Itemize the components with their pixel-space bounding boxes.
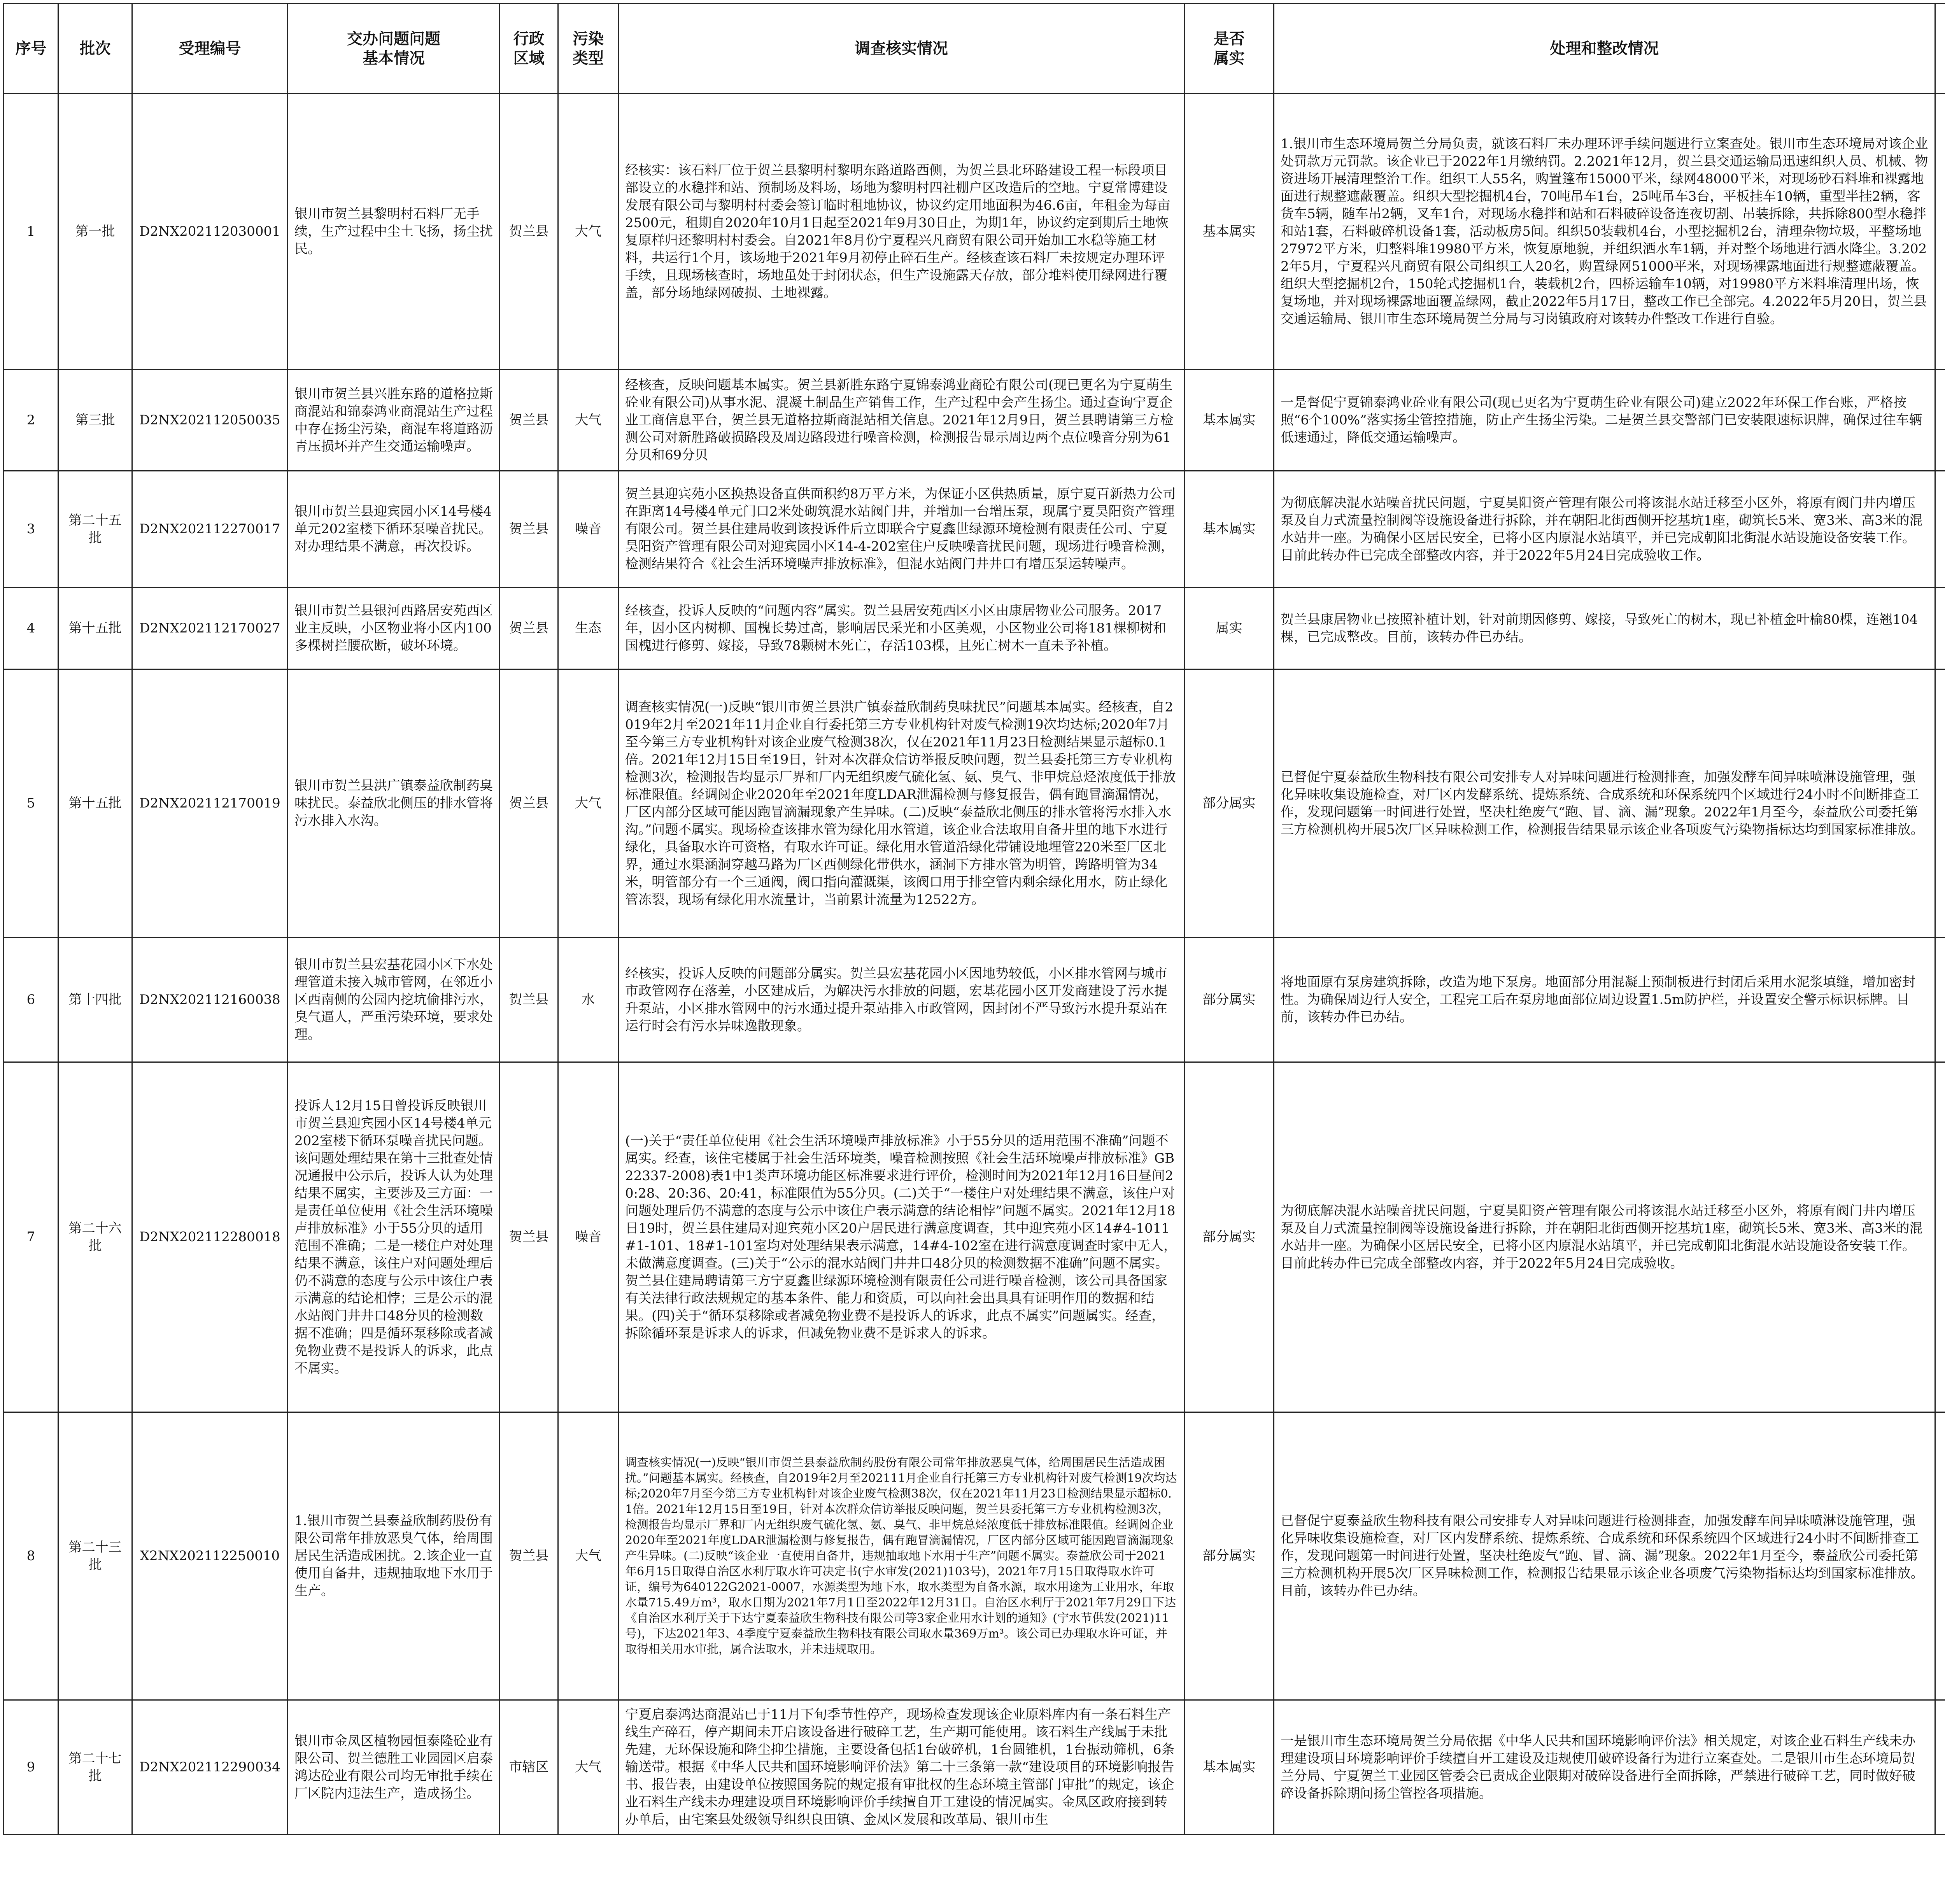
cell-pollution: 生态 <box>558 588 619 669</box>
cell-batch: 第二十三批 <box>58 1412 132 1700</box>
cell-batch: 第二十七批 <box>58 1700 132 1835</box>
header-region: 行政 区域 <box>500 4 558 94</box>
cell-verified: 部分属实 <box>1185 938 1274 1062</box>
cell-investigation: 贺兰县迎宾苑小区换热设备直供面积约8万平方米，为保证小区供热质量，原宁夏百新热力公司在距离14号楼4单元门口2米处砌筑混水站阀门井，并增加一台增压泵，现属宁夏昊阳资产管理有限公司。贺兰县住建局收到该投诉件后立即联合宁夏鑫世绿源环境检测有限责任公司、宁夏昊阳资产管理有限公司对迎宾园小区14-4-202室住户反映噪音扰民问题，现场进行噪音检测，检测结果符合《社会生活环境噪声排放标准》，但混水站阀门井井口有增压泵运转噪声。 <box>619 471 1185 588</box>
cell-done <box>1935 1412 1945 1700</box>
cell-seq: 8 <box>4 1412 58 1700</box>
cell-issue: 1.银川市贺兰县泰益欣制药股份有限公司常年排放恶臭气体，给周围居民生活造成困扰。2.该企业一直使用自备井，违规抽取地下水用于生产。 <box>288 1412 500 1700</box>
cell-issue: 银川市贺兰县宏基花园小区下水处理管道未接入城市管网，在邻近小区西南侧的公园内挖坑偷排污水，臭气逼人，严重污染环境，要求处理。 <box>288 938 500 1062</box>
cell-batch: 第十五批 <box>58 669 132 938</box>
cell-done <box>1935 471 1945 588</box>
table-row <box>4 669 1945 938</box>
table-row <box>4 471 1945 588</box>
cell-investigation: (一)关于“责任单位使用《社会生活环境噪声排放标准》小于55分贝的适用范围不准确”问题不属实。经查，该住宅楼属于社会生活环境类，噪音检测按照《社会生活环境噪声排放标准》GB22337-2008)表1中1类声环境功能区标准要求进行评价，检测时间为2021年12月16日昼间20:28、20:36、20:41，标准限值为55分贝。(二)关于“一楼住户对处理结果不满意，该住户对问题处理后仍不满意的态度与公示中该住户表示满意的结论相悖”问题不属实。2021年12月18日19时，贺兰县住建局对迎宾苑小区20户居民进行满意度调查，其中迎宾苑小区14#4-1011#1-101、18#1-101室均对处理结果表示满意，14#4-102室在进行满意度调查时家中无人，未做满意度调查。(三)关于“公示的混水站阀门井井口48分贝的检测数据不准确”问题不属实。贺兰县住建局聘请第三方宁夏鑫世绿源环境检测有限责任公司进行噪音检测，该公司具备国家有关法律行政法规规定的基本条件、能力和资质，可以向社会出具具有证明作用的数据和结果。(四)关于“循环泵移除或者减免物业费不是投诉人的诉求，此点不属实”问题属实。经查，拆除循环泵是诉求人的诉求，但减免物业费不是诉求人的诉求。 <box>619 1062 1185 1412</box>
header-batch: 批次 <box>58 4 132 94</box>
cell-investigation: 经核实：该石料厂位于贺兰县黎明村黎明东路道路西侧，为贺兰县北环路建设工程一标段项目部设立的水稳拌和站、预制场及料场，场地为黎明村四社棚户区改造后的空地。宁夏常博建设发展有限公司与黎明村村委会签订临时租地协议，协议约定用地面积为46.6亩，年租金为每亩2500元，租期自2020年10月1日起至2021年9月30日止，为期1年，协议约定到期后土地恢复原样归还黎明村村委会。自2021年8月份宁夏程兴凡商贸有限公司开始加工水稳等施工材料，共运行1个月，该场地于2021年9月初停止碎石生产。经核查该石料厂未按规定办理环评手续，且现场核查时，场地虽处于封闭状态，但生产设施露天存放，部分堆料使用绿网进行覆盖，部分场地绿网破损、土地裸露。 <box>619 94 1185 370</box>
header-investigation: 调查核实情况 <box>619 4 1185 94</box>
cell-batch: 第二十五批 <box>58 471 132 588</box>
header-seq: 序号 <box>4 4 58 94</box>
header-issue: 交办问题问题 基本情况 <box>288 4 500 94</box>
cell-verified: 基本属实 <box>1185 370 1274 471</box>
header-row <box>4 4 1945 94</box>
cell-code: D2NX202112290034 <box>132 1700 288 1835</box>
header-done <box>1935 4 1945 94</box>
cell-pollution: 大气 <box>558 1700 619 1835</box>
cell-batch: 第十四批 <box>58 938 132 1062</box>
cell-issue: 银川市贺兰县洪广镇泰益欣制药臭味扰民。泰益欣北侧压的排水管将污水排入水沟。 <box>288 669 500 938</box>
cell-investigation: 经核实，投诉人反映的问题部分属实。贺兰县宏基花园小区因地势较低，小区排水管网与城市市政管网存在落差，小区建成后，为解决污水排放的问题，宏基花园小区开发商建设了污水提升泵站，小区排水管网中的污水通过提升泵站排入市政管网，因封闭不严导致污水提升泵站在运行时会有污水异味逸散现象。 <box>619 938 1185 1062</box>
cell-verified: 部分属实 <box>1185 1062 1274 1412</box>
cell-issue: 银川市贺兰县银河西路居安苑西区业主反映，小区物业将小区内100多棵树拦腰砍断，破坏环境。 <box>288 588 500 669</box>
header-pollution: 污染 类型 <box>558 4 619 94</box>
cell-verified: 基本属实 <box>1185 94 1274 370</box>
cell-code: X2NX202112250010 <box>132 1412 288 1700</box>
cell-issue: 银川市贺兰县迎宾园小区14号楼4单元202室楼下循环泵噪音扰民。对办理结果不满意，再次投诉。 <box>288 471 500 588</box>
complaint-table <box>3 3 1945 1835</box>
table-row <box>4 370 1945 471</box>
cell-region: 市辖区 <box>500 1700 558 1835</box>
cell-pollution: 大气 <box>558 94 619 370</box>
cell-investigation: 宁夏启泰鸿达商混站已于11月下旬季节性停产，现场检查发现该企业原料库内有一条石料生产线生产碎石，停产期间未开启该设备进行破碎工艺，生产期可能使用。该石料生产线属于未批先建，无环保设施和降尘抑尘措施，主要设备包括1台破碎机，1台圆锥机，1台振动筛机，6条输送带。根据《中华人民共和国环境影响评价法》第二十三条第一款“建设项目的环境影响报告书、报告表，由建设单位按照国务院的规定报有审批权的生态环境主管部门审批”的规定，该企业石料生产线未办理建设项目环境影响评价手续擅自开工建设的情况属实。金凤区政府接到转办单后，由宅案县处级领导组织良田镇、金凤区发展和改革局、银川市生 <box>619 1700 1185 1835</box>
cell-investigation: 调查核实情况(一)反映“银川市贺兰县洪广镇泰益欣制药臭味扰民”问题基本属实。经核查，自2019年2月至2021年11月企业自行委托第三方专业机构针对废气检测19次均达标;2020年7月至今第三方专业机构针对该企业废气检测38次，仅在2021年11月23日检测结果显示超标0.1倍。2021年12月15日至19日，针对本次群众信访举报反映问题，贺兰县委托第三方专业机构检测3次，检测报告均显示厂界和厂内无组织废气硫化氢、氨、臭气、非甲烷总烃浓度低于排放标准限值。经调阅企业2020年至2021年度LDAR泄漏检测与修复报告，偶有跑冒滴漏情况，厂区内部分区域可能因跑冒滴漏现象产生异味。(二)反映“泰益欣北侧压的排水管将污水排入水沟。”问题不属实。现场检查该排水管为绿化用水管道，该企业合法取用自备井里的地下水进行绿化，具备取水许可资格，有取水许可证。绿化用水管道沿绿化带铺设地埋管220米至厂区北界，通过水渠涵洞穿越马路为厂区西侧绿化带供水，涵洞下方排水管为明管，跨路明管为34米，明管部分有一个三通阀，阀口指向灌溉渠，该阀口用于排空管内剩余绿化用水，防止绿化管冻裂，现场有绿化用水流量计，当前累计流量为12522方。 <box>619 669 1185 938</box>
cell-done <box>1935 938 1945 1062</box>
cell-handling: 已督促宁夏泰益欣生物科技有限公司安排专人对异味问题进行检测排查，加强发酵车间异味喷淋设施管理，强化异味收集设施检查，对厂区内发酵系统、提炼系统、合成系统和环保系统四个区域进行24小时不间断排查工作，发现问题第一时间进行处置，坚决杜绝废气“跑、冒、滴、漏”现象。2022年1月至今，泰益欣公司委托第三方检测机构开展5次厂区异味检测工作，检测报告结果显示该企业各项废气污染物指标达均到国家标准排放。 <box>1274 669 1935 938</box>
cell-pollution: 噪音 <box>558 471 619 588</box>
cell-seq: 1 <box>4 94 58 370</box>
table-row <box>4 1700 1945 1835</box>
cell-verified: 部分属实 <box>1185 669 1274 938</box>
header-code: 受理编号 <box>132 4 288 94</box>
cell-region: 贺兰县 <box>500 370 558 471</box>
cell-code: D2NX202112170027 <box>132 588 288 669</box>
cell-pollution: 大气 <box>558 1412 619 1700</box>
cell-handling: 已督促宁夏泰益欣生物科技有限公司安排专人对异味问题进行检测排查，加强发酵车间异味喷淋设施管理，强化异味收集设施检查，对厂区内发酵系统、提炼系统、合成系统和环保系统四个区域进行24小时不间断排查工作，发现问题第一时间进行处置，坚决杜绝废气“跑、冒、滴、漏”现象。2022年1月至今，泰益欣公司委托第三方检测机构开展5次厂区异味检测工作，检测报告结果显示该企业各项废气污染物指标达均到国家标准排放。目前，该转办件已办结。 <box>1274 1412 1935 1700</box>
cell-code: D2NX202112170019 <box>132 669 288 938</box>
cell-investigation: 经核查，反映问题基本属实。贺兰县新胜东路宁夏锦泰鸿业商砼有限公司(现已更名为宁夏萌生砼业有限公司)从事水泥、混凝土制品生产销售工作，生产过程中会产生扬尘。通过查询宁夏企业工商信息平台，贺兰县无道格拉斯商混站相关信息。2021年12月9日，贺兰县聘请第三方检测公司对新胜路破损路段及周边路段进行噪音检测，检测报告显示周边两个点位噪音分别为61分贝和69分贝 <box>619 370 1185 471</box>
cell-pollution: 大气 <box>558 370 619 471</box>
cell-pollution: 水 <box>558 938 619 1062</box>
cell-issue: 投诉人12月15日曾投诉反映银川市贺兰县迎宾园小区14号楼4单元202室楼下循环泵噪音扰民问题。该问题处理结果在第十三批查处情况通报中公示后，投诉人认为处理结果不属实，主要涉及三方面：一是责任单位使用《社会生活环境噪声排放标准》小于55分贝的适用范围不准确；二是一楼住户对处理结果不满意，该住户对问题处理后仍不满意的态度与公示中该住户表示满意的结论相悖；三是公示的混水站阀门井井口48分贝的检测数据不准确；四是循环泵移除或者减免物业费不是投诉人的诉求，此点不属实。 <box>288 1062 500 1412</box>
header-verified: 是否 属实 <box>1185 4 1274 94</box>
cell-batch: 第三批 <box>58 370 132 471</box>
cell-issue: 银川市贺兰县兴胜东路的道格拉斯商混站和锦泰鸿业商混站生产过程中存在扬尘污染，商混车将道路沥青压损坏并产生交通运输噪声。 <box>288 370 500 471</box>
cell-handling: 为彻底解决混水站噪音扰民问题，宁夏昊阳资产管理有限公司将该混水站迁移至小区外，将原有阀门井内增压泵及自力式流量控制阀等设施设备进行拆除，并在朝阳北街西侧开挖基坑1座，砌筑长5米、宽3米、高3米的混水站井一座。为确保小区居民安全，已将小区内原混水站填平，并已完成朝阳北街混水站设施设备安装工作。目前此转办件已完成全部整改内容，并于2022年5月24日完成验收。 <box>1274 1062 1935 1412</box>
cell-verified: 基本属实 <box>1185 1700 1274 1835</box>
cell-issue: 银川市金凤区植物园恒泰隆砼业有限公司、贺兰德胜工业园园区启泰鸿达砼业有限公司均无审批手续在厂区院内违法生产，造成扬尘。 <box>288 1700 500 1835</box>
cell-region: 贺兰县 <box>500 669 558 938</box>
cell-done <box>1935 1062 1945 1412</box>
cell-verified: 基本属实 <box>1185 471 1274 588</box>
cell-region: 贺兰县 <box>500 938 558 1062</box>
cell-region: 贺兰县 <box>500 94 558 370</box>
table-body <box>4 94 1945 1835</box>
table-row <box>4 94 1945 370</box>
cell-handling: 贺兰县康居物业已按照补植计划，针对前期因修剪、嫁接，导致死亡的树木，现已补植金叶榆80棵，连翘104棵，已完成整改。目前，该转办件已办结。 <box>1274 588 1935 669</box>
cell-seq: 6 <box>4 938 58 1062</box>
cell-handling: 1.银川市生态环境局贺兰分局负责，就该石料厂未办理环评手续问题进行立案查处。银川市生态环境局对该企业处罚款万元罚款。该企业已于2022年1月缴纳罚。2.2021年12月，贺兰县交通运输局迅速组织人员、机械、物资进场开展清理整治工作。组织工人55名，购置篷布15000平米，绿网48000平米，对现场砂石料堆和裸露地面进行规整遮蔽覆盖。组织大型挖掘机4台，70吨吊车1台，25吨吊车3台，平板挂车10辆，重型半挂2辆，客货车5辆，随车吊2辆，叉车1台，对现场水稳拌和站和石料破碎设备连夜切割、吊装拆除，共拆除800型水稳拌和站1套，石料破碎机设备1套，活动板房5间。组织50装载机4台，小型挖掘机2台，清理杂物垃圾，平整场地27972平方米，归整料堆19980平方米，恢复原地貌，并组织洒水车1辆，并对整个场地进行洒水降尘。3.2022年5月，宁夏程兴凡商贸有限公司组织工人20名，购置绿网51000平米，对现场裸露地面进行规整遮蔽覆盖。组织大型挖掘机2台，150轮式挖掘机1台，装载机2台，四桥运输车10辆，对19980平方米料堆清理出场，恢复场地，并对现场裸露地面覆盖绿网，截止2022年5月17日，整改工作已全部完。4.2022年5月20日，贺兰县交通运输局、银川市生态环境局贺兰分局与习岗镇政府对该转办件整改工作进行自验。 <box>1274 94 1935 370</box>
cell-code: D2NX202112270017 <box>132 471 288 588</box>
table-row <box>4 938 1945 1062</box>
cell-done <box>1935 588 1945 669</box>
table-row <box>4 1062 1945 1412</box>
cell-code: D2NX202112280018 <box>132 1062 288 1412</box>
cell-seq: 5 <box>4 669 58 938</box>
cell-done <box>1935 94 1945 370</box>
cell-investigation: 调查核实情况(一)反映“银川市贺兰县泰益欣制药股份有限公司常年排放恶臭气体，给周围居民生活造成困扰。”问题基本属实。经核查，自2019年2月至202111月企业自行托第三方专业机构针对废气检测19次均达标;2020年7月至今第三方专业机构针对该企业废气检测38次，仅在2021年11月23日检测结果显示超标0.1倍。2021年12月15日至19日，针对本次群众信访举报反映问题，贺兰县委托第三方专业机构检测3次，检测报告均显示厂界和厂内无组织废气硫化氢、氨、臭气、非甲烷总烃浓度低于排放标准限值。经调阅企业2020年至2021年度LDAR泄漏检测与修复报告，偶有跑冒滴漏情况，厂区内部分区域可能因跑冒滴漏现象产生异味。(二)反映“该企业一直使用自备井，违规抽取地下水用于生产”问题不属实。泰益欣公司于2021年6月15日取得自治区水利厅取水许可决定书(宁水审发(2021)103号)，2021年7月15日取得取水许可证，编号为640122G2021-0007，水源类型为地下水，取水类型为自备水源，取水用途为工业用水，年取水量715.49万m³，取水日期为2021年7月1日至2022年12月31日。自治区水利厅于2021年7月29日下达《自治区水利厅关于下达宁夏泰益欣生物科技有限公司等3家企业用水计划的通知》(宁水节供发(2021)11号)，下达2021年3、4季度宁夏泰益欣生物科技有限公司取水量369万m³。该公司已办理取水许可证，并取得相关用水审批，属合法取水，并未违规取用。 <box>619 1412 1185 1700</box>
header-handling: 处理和整改情况 <box>1274 4 1935 94</box>
cell-verified: 属实 <box>1185 588 1274 669</box>
cell-seq: 3 <box>4 471 58 588</box>
cell-seq: 7 <box>4 1062 58 1412</box>
cell-seq: 4 <box>4 588 58 669</box>
cell-region: 贺兰县 <box>500 588 558 669</box>
cell-handling: 为彻底解决混水站噪音扰民问题，宁夏昊阳资产管理有限公司将该混水站迁移至小区外，将原有阀门井内增压泵及自力式流量控制阀等设施设备进行拆除，并在朝阳北街西侧开挖基坑1座，砌筑长5米、宽3米、高3米的混水站井一座。为确保小区居民安全，已将小区内原混水站填平，并已完成朝阳北街混水站设施设备安装工作。目前此转办件已完成全部整改内容，并于2022年5月24日完成验收工作。 <box>1274 471 1935 588</box>
cell-batch: 第十五批 <box>58 588 132 669</box>
table-row <box>4 588 1945 669</box>
cell-batch: 第二十六批 <box>58 1062 132 1412</box>
cell-done <box>1935 669 1945 938</box>
cell-verified: 部分属实 <box>1185 1412 1274 1700</box>
cell-pollution: 大气 <box>558 669 619 938</box>
cell-handling: 将地面原有泵房建筑拆除，改造为地下泵房。地面部分用混凝土预制板进行封闭后采用水泥浆填缝，增加密封性。为确保周边行人安全，工程完工后在泵房地面部位周边设置1.5m防护栏，并设置安全警示标识标牌。目前，该转办件已办结。 <box>1274 938 1935 1062</box>
cell-seq: 2 <box>4 370 58 471</box>
cell-pollution: 噪音 <box>558 1062 619 1412</box>
cell-code: D2NX202112050035 <box>132 370 288 471</box>
cell-issue: 银川市贺兰县黎明村石料厂无手续，生产过程中尘土飞扬，扬尘扰民。 <box>288 94 500 370</box>
cell-region: 贺兰县 <box>500 1062 558 1412</box>
table-row <box>4 1412 1945 1700</box>
cell-region: 贺兰县 <box>500 1412 558 1700</box>
cell-done <box>1935 370 1945 471</box>
cell-code: D2NX202112160038 <box>132 938 288 1062</box>
cell-investigation: 经核查，投诉人反映的“问题内容”属实。贺兰县居安苑西区小区由康居物业公司服务。2017年，因小区内树柳、国槐长势过高，影响居民采光和小区美观，小区物业公司将181棵柳树和国槐进行修剪、嫁接，导致78颗树木死亡，存活103棵，且死亡树木一直未予补植。 <box>619 588 1185 669</box>
cell-code: D2NX202112030001 <box>132 94 288 370</box>
cell-batch: 第一批 <box>58 94 132 370</box>
cell-handling: 一是督促宁夏锦泰鸿业砼业有限公司(现已更名为宁夏萌生砼业有限公司)建立2022年环保工作台账，严格按照“6个100%”落实扬尘管控措施，防止产生扬尘污染。二是贺兰县交警部门已安装限速标识牌，确保过往车辆低速通过，降低交通运输噪声。 <box>1274 370 1935 471</box>
cell-handling: 一是银川市生态环境局贺兰分局依据《中华人民共和国环境影响评价法》相关规定，对该企业石料生产线未办理建设项目环境影响评价手续擅自开工建设及违规使用破碎设备行为进行立案查处。二是银川市生态环境局贺兰分局、宁夏贺兰工业园区管委会已责成企业限期对破碎设备进行全面拆除，严禁进行破碎工艺，同时做好破碎设备拆除期间扬尘管控各项措施。 <box>1274 1700 1935 1835</box>
cell-done <box>1935 1700 1945 1835</box>
cell-seq: 9 <box>4 1700 58 1835</box>
cell-region: 贺兰县 <box>500 471 558 588</box>
